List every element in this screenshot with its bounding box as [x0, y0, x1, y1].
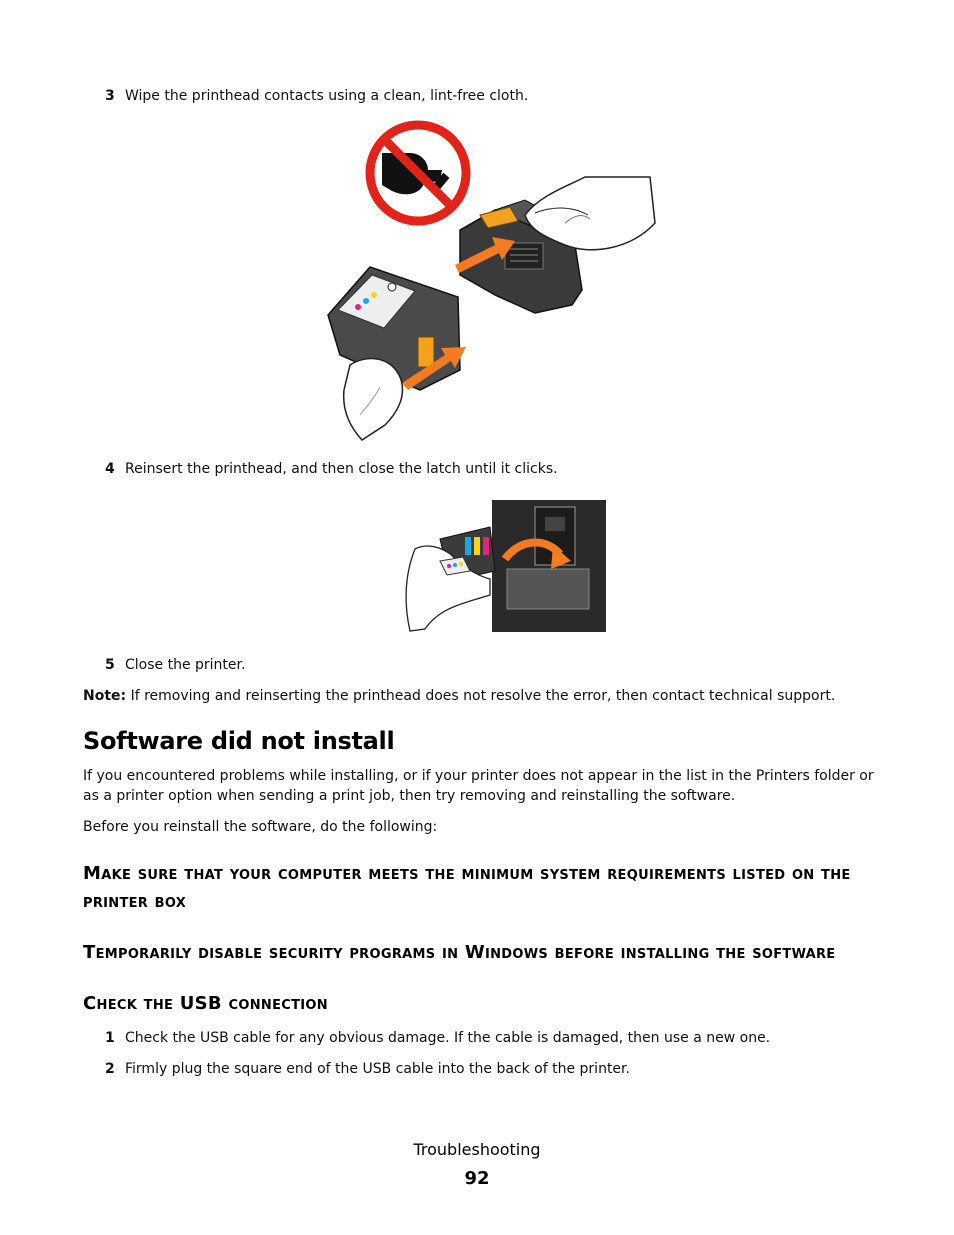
step-number: 3	[105, 88, 115, 104]
page-number: 92	[464, 1168, 490, 1189]
subheading-disable-security: Temporarily disable security programs in Windows before installing the software	[83, 942, 836, 963]
section-title: Software did not install	[83, 727, 395, 755]
step-text: Firmly plug the square end of the USB cable into the back of the printer.	[125, 1061, 630, 1077]
note-label: Note:	[83, 688, 127, 704]
step-text: Check the USB cable for any obvious damage. If the cable is damaged, then use a new one.	[125, 1030, 771, 1046]
step-number: 1	[105, 1030, 115, 1046]
step-text: Reinsert the printhead, and then close the latch until it clicks.	[125, 461, 558, 477]
printhead-in-hand-image	[406, 527, 495, 631]
subheading-check-usb: Check the USB connection	[83, 993, 328, 1014]
subheading-system-requirements: Make sure that your computer meets the minimum system requirements listed on the printer box	[83, 863, 851, 912]
step-1	[105, 1028, 865, 1048]
no-touch-prohibition-icon	[370, 125, 466, 221]
hand-cloth-image	[344, 359, 403, 440]
step-number: 2	[105, 1061, 115, 1077]
step-number: 5	[105, 657, 115, 673]
step-text: Close the printer.	[125, 657, 246, 673]
section-paragraph-1: If you encountered problems while installing, or if your printer does not appear in the list in the Printers folder or as a printer option when sending a print job, then try removing and reinstalling the software.	[83, 768, 874, 804]
section-paragraph-2: Before you reinstall the software, do the following:	[83, 819, 438, 835]
step-3	[105, 86, 865, 106]
step-5	[105, 655, 865, 675]
wipe-printhead-illustration	[320, 115, 665, 445]
reinsert-printhead-illustration	[395, 499, 607, 633]
note	[83, 686, 873, 706]
note-text: If removing and reinserting the printhead does not resolve the error, then contact technical support.	[126, 688, 836, 704]
step-text: Wipe the printhead contacts using a clean, lint-free cloth.	[125, 88, 529, 104]
footer-section-label: Troubleshooting	[413, 1140, 541, 1159]
step-4	[105, 459, 865, 479]
step-number: 4	[105, 461, 115, 477]
step-2	[105, 1059, 865, 1079]
